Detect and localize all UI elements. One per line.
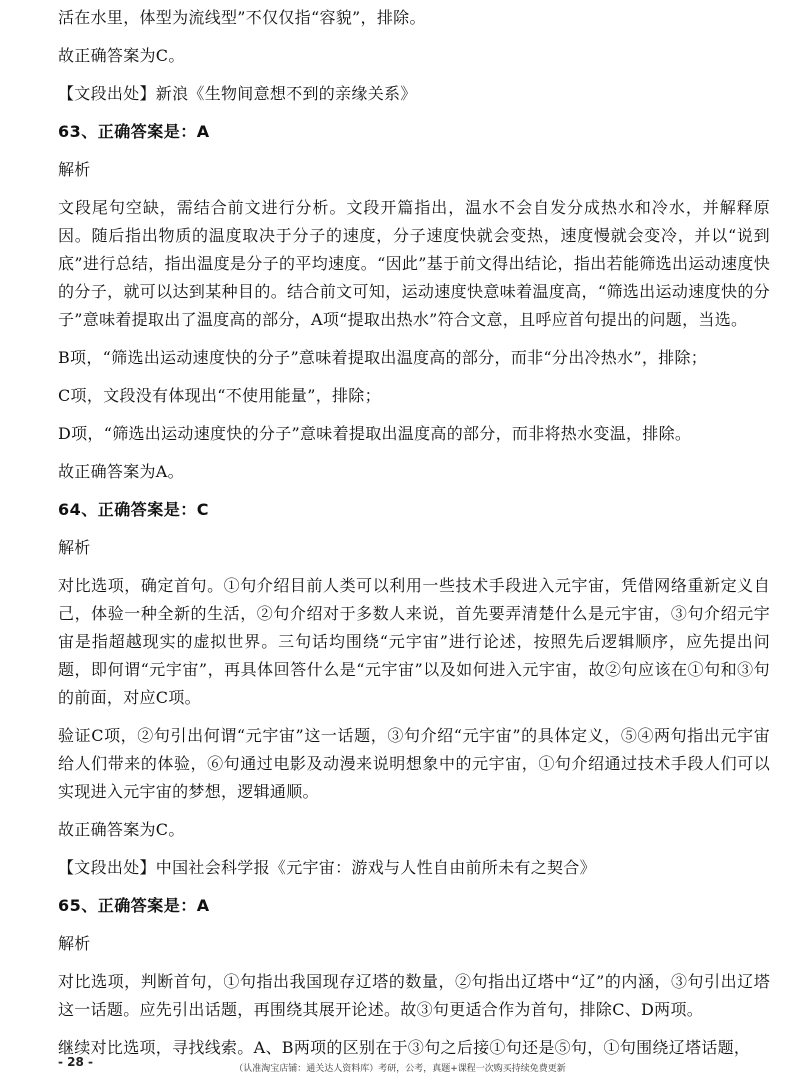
document-body [58,4,770,1062]
question-65-heading: 65、正确答案是：A [58,896,210,915]
page-number: - 28 - [58,1055,94,1069]
answer-conclusion: 故正确答案为A。 [58,462,184,481]
verification-paragraph: 验证C项，②句引出何谓“元宇宙”这一话题，③句介绍“元宇宙”的具体定义，⑤④两句指出元宇宙给人们带来的体验，⑥句通过电影及动漫来说明想象中的元宇宙，①句介绍通过技术手段人们可以实现进入元宇宙的梦想，逻辑通顺。 [58,726,770,801]
analysis-label: 解析 [58,934,91,953]
analysis-paragraph: 对比选项，确定首句。①句介绍目前人类可以利用一些技术手段进入元宇宙，凭借网络重新定义自己，体验一种全新的生活，②句介绍对于多数人来说，首先要弄清楚什么是元宇宙，③句介绍元宇宙是指超越现实的虚拟世界。三句话均围绕“元宇宙”进行论述，按照先后逻辑顺序，应先提出问题，即何谓“元宇宙”，再具体回答什么是“元宇宙”以及如何进入元宇宙，故②句应该在①句和③句的前面，对应C项。 [58,576,770,707]
option-b-analysis: B项，“筛选出运动速度快的分子”意味着提取出温度高的部分，而非“分出冷热水”，排除； [58,348,708,367]
question-63-heading: 63、正确答案是：A [58,122,210,141]
text-line: 继续对比选项，寻找线索。A、B两项的区别在于③句之后接①句还是⑤句，①句围绕辽塔话题， [58,1038,751,1057]
answer-conclusion: 故正确答案为C。 [58,46,185,65]
text-line: 活在水里，体型为流线型”不仅仅指“容貌”，排除。 [58,8,426,27]
option-d-analysis: D项，“筛选出运动速度快的分子”意味着提取出温度高的部分，而非将热水变温，排除。 [58,424,692,443]
option-c-analysis: C项，文段没有体现出“不使用能量”，排除； [58,386,381,405]
analysis-paragraph: 对比选项，判断首句，①句指出我国现存辽塔的数量，②句指出辽塔中“辽”的内涵，③句引出辽塔这一话题。应先引出话题，再围绕其展开论述。故③句更适合作为首句，排除C、D两项。 [58,972,770,1019]
source-citation: 【文段出处】新浪《生物间意想不到的亲缘关系》 [58,84,417,103]
source-citation: 【文段出处】中国社会科学报《元宇宙：游戏与人性自由前所未有之契合》 [58,858,596,877]
analysis-paragraph: 文段尾句空缺，需结合前文进行分析。文段开篇指出，温水不会自发分成热水和冷水，并解释原因。随后指出物质的温度取决于分子的速度，分子速度快就会变热，速度慢就会变冷，并以“说到底”进行总结，指出温度是分子的平均速度。“因此”基于前文得出结论，指出若能筛选出运动速度快的分子，就可以达到某种目的。结合前文可知，运动速度快意味着温度高，“筛选出运动速度快的分子”意味着提取出了温度高的部分，A项“提取出热水”符合文意，且呼应首句提出的问题，当选。 [58,198,770,329]
answer-conclusion: 故正确答案为C。 [58,820,185,839]
analysis-label: 解析 [58,538,91,557]
question-64-heading: 64、正确答案是：C [58,500,210,519]
footer-note: （认准淘宝店铺：通关达人资料库）考研，公考，真题+课程一次购买持续免费更新 [234,1064,566,1074]
analysis-label: 解析 [58,160,91,179]
